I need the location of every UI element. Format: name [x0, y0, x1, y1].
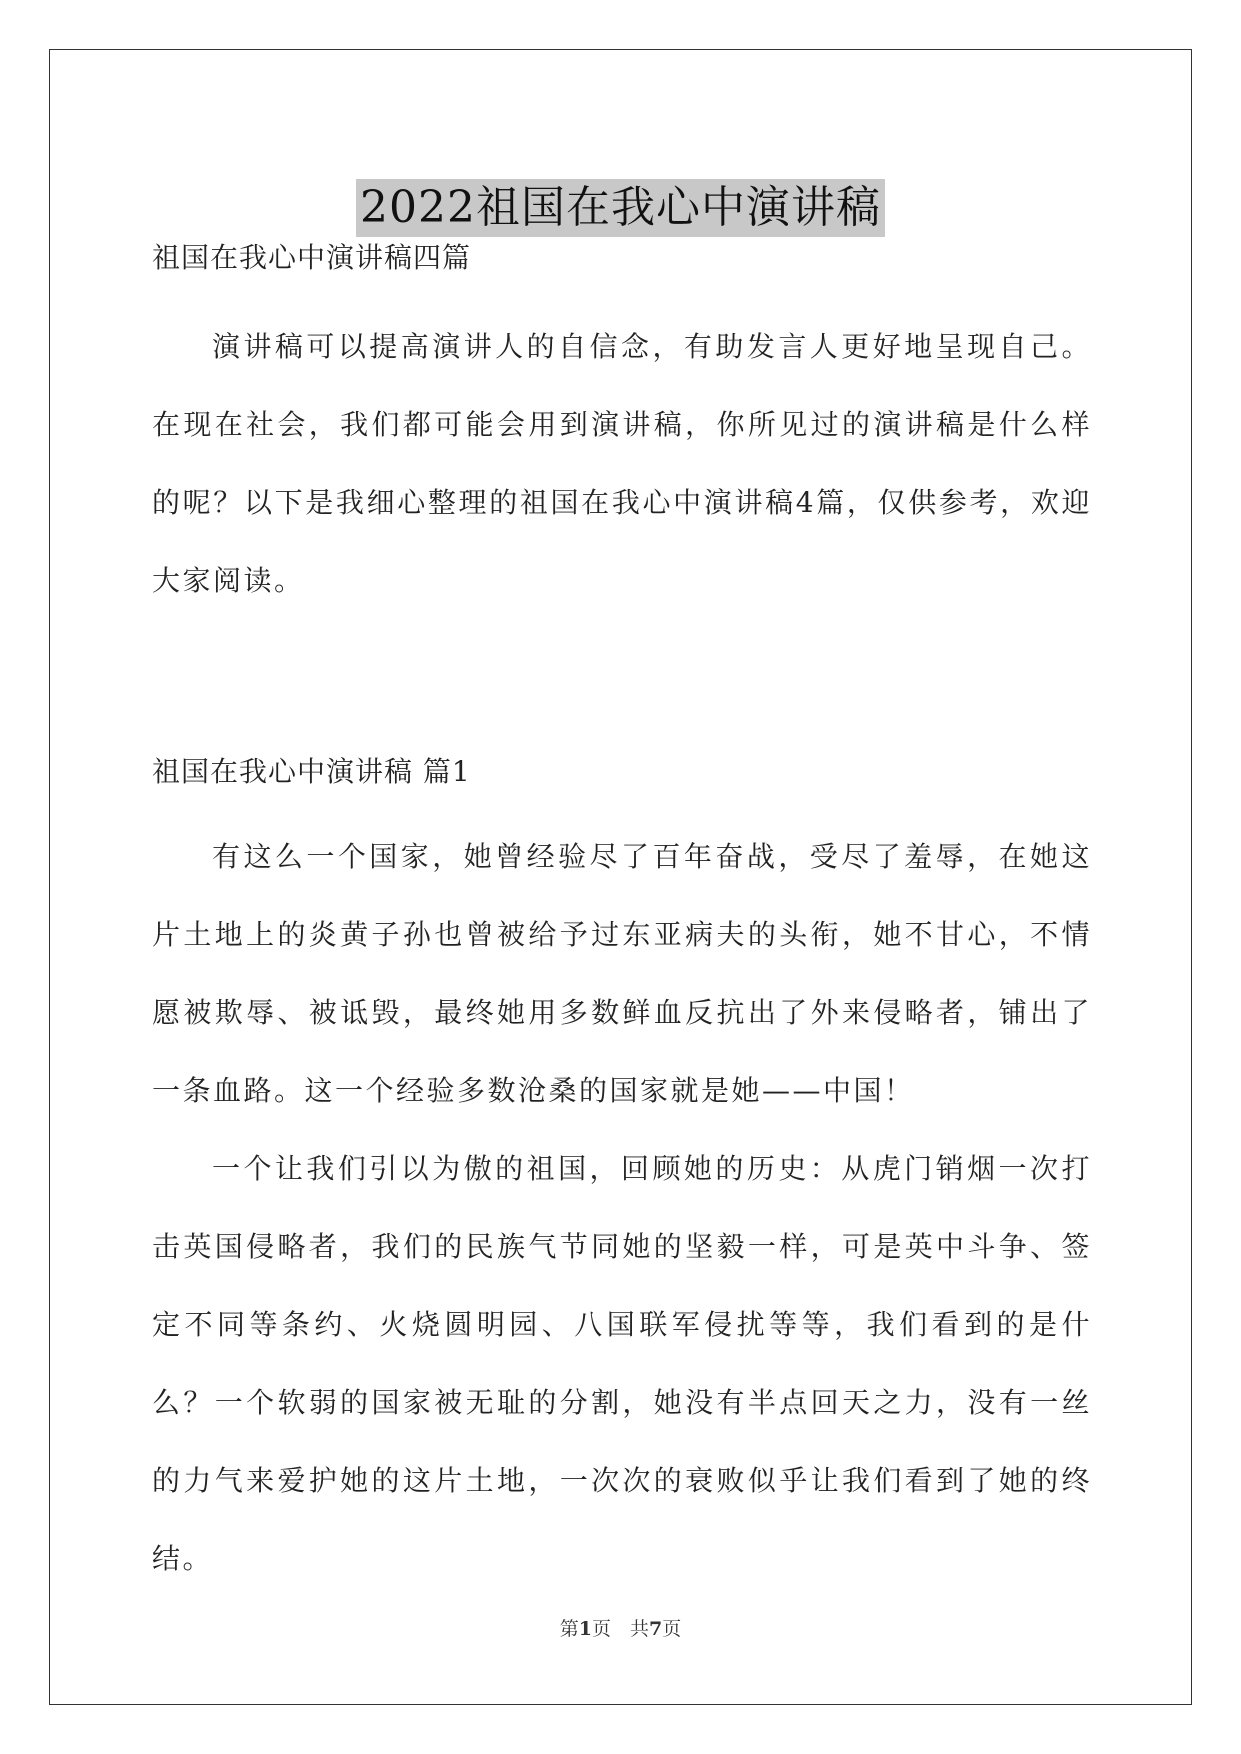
section-heading: 祖国在我心中演讲稿 篇1	[152, 755, 471, 788]
document-subtitle: 祖国在我心中演讲稿四篇	[152, 241, 472, 274]
footer-page-current: 1	[578, 1618, 592, 1640]
page-footer	[0, 1614, 1241, 1641]
footer-page-suffix: 页	[662, 1618, 682, 1640]
footer-page-total: 7	[649, 1618, 663, 1640]
intro-paragraph: 演讲稿可以提高演讲人的自信念，有助发言人更好地呈现自己。在现在社会，我们都可能会用到演讲稿，你所见过的演讲稿是什么样的呢？以下是我细心整理的祖国在我心中演讲稿4篇，仅供参考，欢迎大家阅读。	[152, 330, 1092, 597]
footer-page-prefix: 第	[559, 1618, 579, 1640]
body-paragraph-2: 一个让我们引以为傲的祖国，回顾她的历史：从虎门销烟一次打击英国侵略者，我们的民族气节同她的坚毅一样，可是英中斗争、签定不同等条约、火烧圆明园、八国联军侵扰等等，我们看到的是什么？一个软弱的国家被无耻的分割，她没有半点回天之力，没有一丝的力气来爱护她的这片土地，一次次的衰败似乎让我们看到了她的终结。	[152, 1152, 1092, 1575]
footer-page-mid: 页 共	[591, 1618, 649, 1640]
body-paragraph-1: 有这么一个国家，她曾经验尽了百年奋战，受尽了羞辱，在她这片土地上的炎黄子孙也曾被给予过东亚病夫的头衔，她不甘心，不情愿被欺辱、被诋毁，最终她用多数鲜血反抗出了外来侵略者，铺出了一条血路。这一个经验多数沧桑的国家就是她——中国！	[152, 840, 1092, 1107]
document-title: 2022祖国在我心中演讲稿	[356, 179, 885, 237]
